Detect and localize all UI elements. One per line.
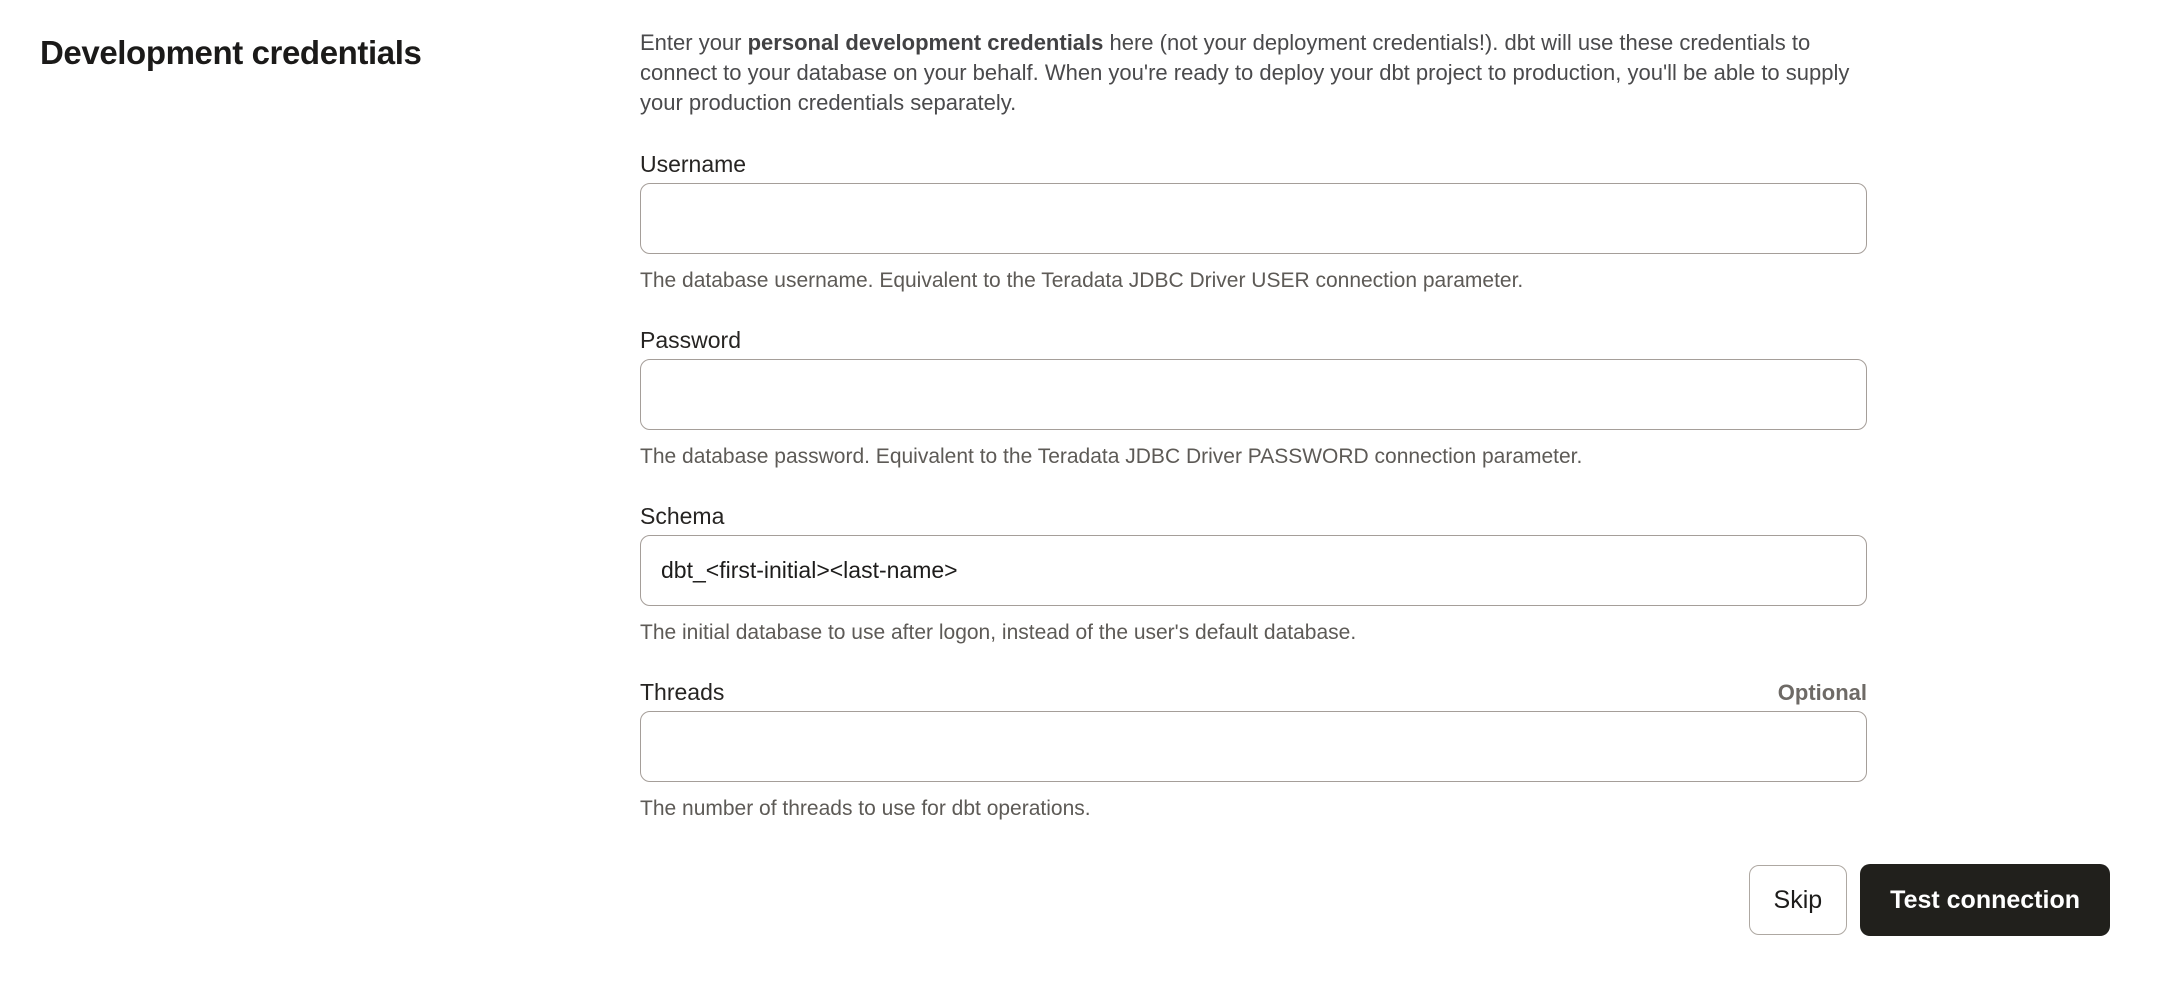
threads-field-group <box>640 679 1867 822</box>
threads-optional-tag: Optional <box>1777 680 1867 705</box>
username-field-group <box>640 151 1867 294</box>
description-bold: personal development credentials <box>747 30 1104 55</box>
skip-button[interactable]: Skip <box>1749 865 1848 935</box>
threads-helper-text: The number of threads to use for dbt operations. <box>640 797 1091 820</box>
schema-label-row <box>640 503 1867 530</box>
password-input[interactable] <box>640 359 1867 430</box>
schema-field-group <box>640 503 1867 646</box>
username-input[interactable] <box>640 183 1867 254</box>
schema-label: Schema <box>640 503 725 529</box>
password-helper-text: The database password. Equivalent to the Teradata JDBC Driver PASSWORD connection parameter. <box>640 445 1583 468</box>
threads-label-row <box>640 679 1867 706</box>
form-actions <box>1749 864 2110 936</box>
password-label-row <box>640 327 1867 354</box>
page-title: Development credentials <box>40 34 422 71</box>
password-label: Password <box>640 327 741 353</box>
page-description <box>640 28 1867 118</box>
password-field-group <box>640 327 1867 470</box>
threads-label: Threads <box>640 679 725 705</box>
test-connection-button[interactable]: Test connection <box>1860 864 2110 936</box>
threads-input[interactable] <box>640 711 1867 782</box>
description-prefix: Enter your <box>640 30 748 55</box>
description-suffix: here (not your deployment credentials!). dbt will use these credentials to connect to your database on your behalf. When you're ready to deploy your dbt project to production, you'll be able to supply your production credentials separately. <box>640 30 1850 115</box>
credentials-form <box>640 28 1867 822</box>
schema-input[interactable] <box>640 535 1867 606</box>
schema-helper-text: The initial database to use after logon, instead of the user's default database. <box>640 621 1357 644</box>
username-label: Username <box>640 151 747 177</box>
username-helper-text: The database username. Equivalent to the Teradata JDBC Driver USER connection parameter. <box>640 269 1524 292</box>
username-label-row <box>640 151 1867 178</box>
